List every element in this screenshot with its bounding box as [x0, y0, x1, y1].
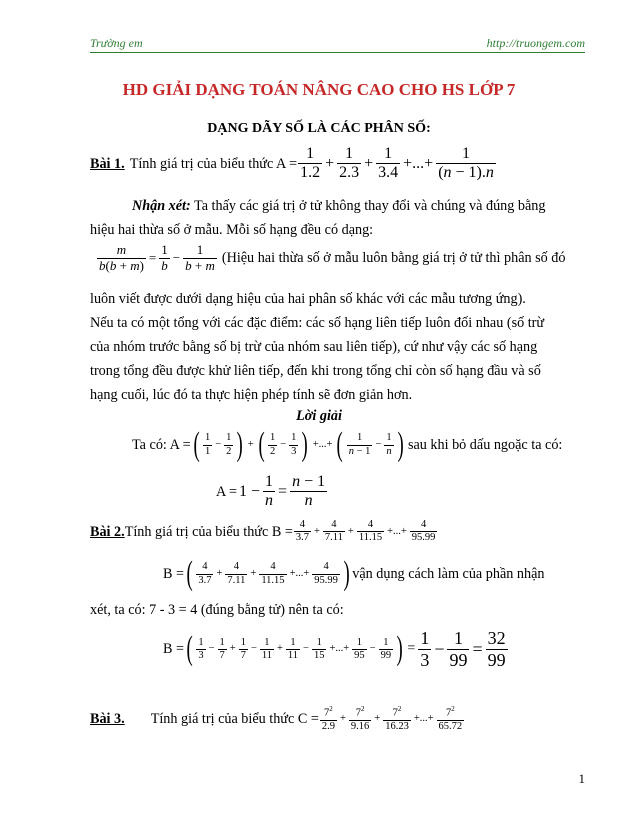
- b-eq-label: B =: [163, 566, 185, 582]
- header-right[interactable]: http://truongem.com: [486, 36, 585, 50]
- para-line3: của nhóm trước bằng số bị trừ của nhóm sau liên tiếp), cứ như vậy các số hạng: [90, 339, 538, 355]
- taco-suffix: sau khi bỏ dấu ngoặc ta có:: [407, 437, 563, 453]
- para-line1: luôn viết được dưới dạng hiệu của hai phân số khác với các mẫu tương ứng).: [90, 291, 526, 307]
- para-line2: Nếu ta có một tổng với các đặc điểm: các số hạng liên tiếp luôn đối nhau (số trừ: [90, 315, 545, 331]
- a-expansion: ( 1 1 − $\frac{1}{2}$ ) + ( 1 2 − $\frac{1}{3}$ ) +...+ ( 1 n − 1 − $\frac{1}{n}$ ): [193, 426, 404, 463]
- bai2-label: Bài 2.: [90, 523, 125, 540]
- bai3-label: Bài 3.: [90, 710, 125, 727]
- nhanxet-line1: [132, 196, 545, 216]
- page-number: 1: [578, 771, 585, 786]
- b-expression: B = ( 4 3.7 + $\frac{4}{7.11}$ + $\frac{4}{11.15}$ +...+ $\frac{4}{95.99}$ ) vận dụng cách làm của phần nhận: [163, 555, 545, 592]
- bai1-label: Bài 1.: [90, 155, 125, 172]
- a-result: A = 1 − $\frac{1}{n}$ = $\frac{n - 1}{n}$: [216, 473, 326, 510]
- formula-note: (Hiệu hai thừa số ở mẫu luôn bằng giá trị ở tử thì phân số đó: [221, 250, 566, 267]
- b-eq2-label: B =: [163, 641, 185, 658]
- nhanxet-text1: Ta thấy các giá trị ở tử không thay đổi và chúng và đúng bằng: [190, 198, 546, 214]
- nhanxet-line2: hiệu hai thừa số ở mẫu. Mỗi số hạng đều có dạng:: [90, 222, 374, 238]
- page-title: HD GIẢI DẠNG TOÁN NÂNG CAO CHO HS LỚP 7: [122, 80, 516, 99]
- taco-line: [132, 428, 562, 462]
- header-left: Trường em: [90, 36, 143, 50]
- b-note: vận dụng cách làm của phần nhận: [352, 566, 545, 582]
- bai2-line: [90, 519, 438, 544]
- taco-prefix: Ta có: A =: [132, 437, 191, 453]
- bai3-text: Tính giá trị của biểu thức C =: [150, 710, 319, 727]
- nhanxet-label: Nhận xét:: [132, 198, 191, 214]
- bai3-line: [90, 705, 465, 733]
- bai1-text: Tính giá trị của biểu thức A =: [129, 155, 298, 172]
- bai1-line: [90, 145, 497, 183]
- loigiai-heading: Lời giải: [296, 408, 342, 424]
- header-rule: [90, 52, 585, 53]
- bai3-formula: $7^2$ 2.9 + $\frac{7^2}{9.16}$ + $\frac{7^2}{16.23}$ +...+ $\frac{7^2}{65.72}$: [321, 705, 463, 732]
- para-line5: hạng cuối, lúc đó ta thực hiện phép tính sẽ đơn giản hơn.: [90, 387, 413, 403]
- general-formula: $\frac{m}{b(b + m)}$ = $\frac{1}{b}$ − $\frac{1}{b + m}$ (Hiệu hai thừa số ở mẫu luôn bằng giá trị ở tử thì phân số đó: [99, 242, 566, 273]
- b-result: B = ( 1 3 − $\frac{1}{7}$ + $\frac{1}{7}$ − $\frac{1}{11}$ + $\frac{1}{11}$ − $\frac{1}{15}$ +...+ $\frac{1}{95}$ − $\frac{1}{99}$ ) = 1 3 − $\frac{1}{99}$ = $\frac{32}{99}$: [163, 628, 506, 670]
- bai2-formula: 4 3.7 + $\frac{4}{7.11}$ + $\frac{4}{11.15}$ +...+ $\frac{4}{95.99}$: [295, 519, 436, 544]
- bai2-text: Tính giá trị của biểu thức B =: [124, 523, 293, 540]
- section-subtitle: DẠNG DÃY SỐ LÀ CÁC PHÂN SỐ:: [207, 121, 431, 136]
- para-line4: trong tổng đều được khử liên tiếp, đến khi trong tổng chỉ còn số hạng đầu và số: [90, 363, 541, 379]
- bai1-formula: 1 1.2 + $\frac{1}{2.3}$ + $\frac{1}{3.4}$ +...+ $\frac{1}{(n - 1).n}$: [300, 145, 494, 182]
- a-result-label: A =: [216, 483, 238, 500]
- bai2-line2: xét, ta có: 7 - 3 = 4 (đúng bằng tử) nên ta có:: [90, 602, 344, 618]
